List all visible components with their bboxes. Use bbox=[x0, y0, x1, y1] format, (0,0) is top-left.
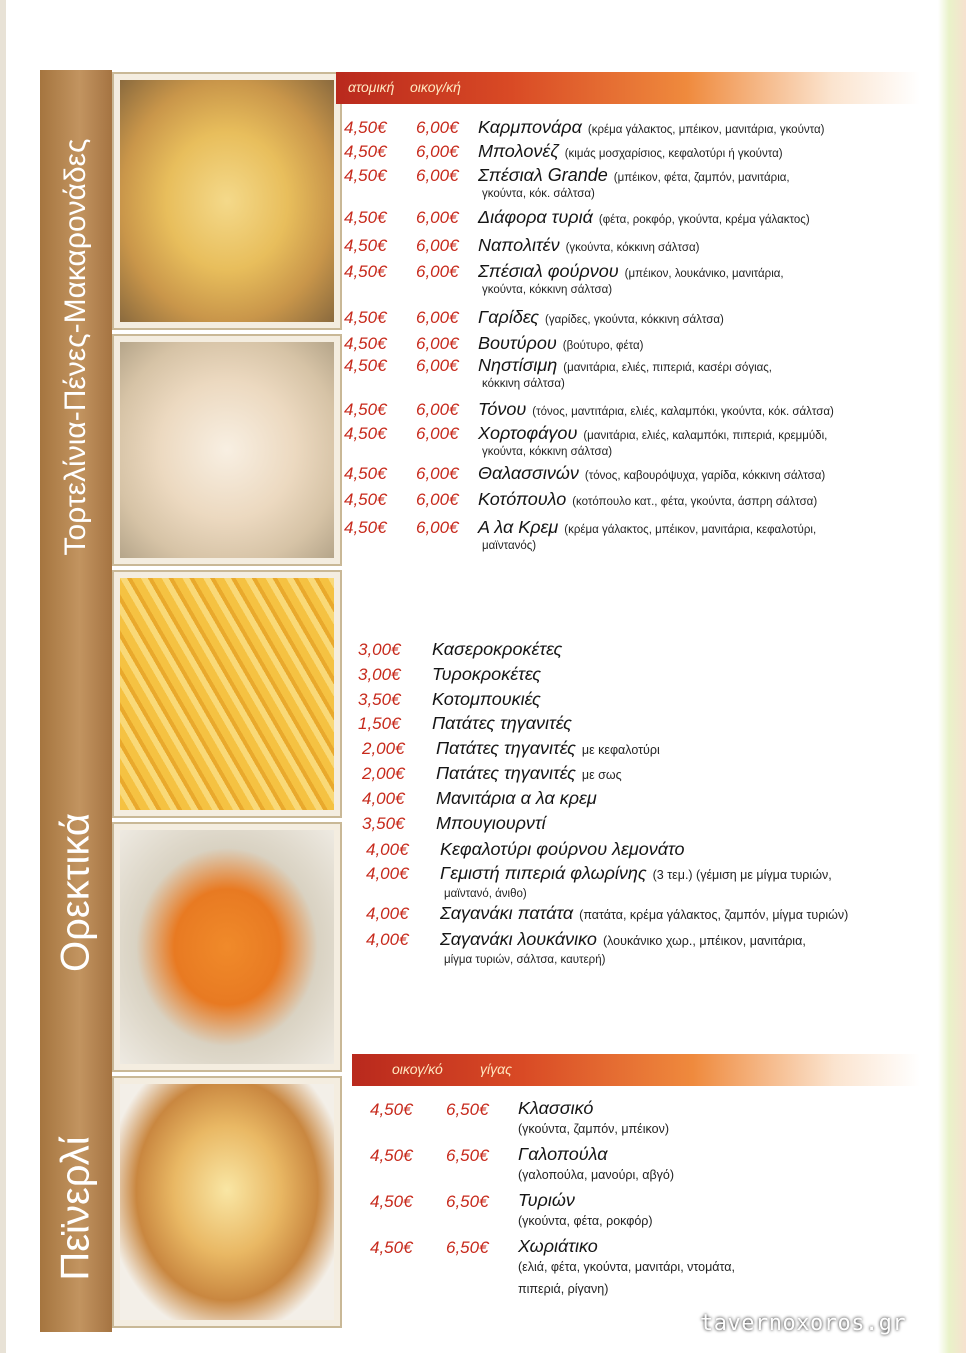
pasta-price-single: 4,50€ bbox=[344, 142, 387, 161]
pasta-item-desc2: μαϊντανός) bbox=[482, 540, 537, 552]
pasta-item-name bbox=[478, 261, 784, 282]
pasta-item-desc2: γκούντα, κόκ. σάλτσα) bbox=[482, 188, 595, 200]
pasta-price-family: 6,00€ bbox=[416, 490, 459, 509]
photo-fries bbox=[112, 570, 342, 818]
pasta-item-title: Σπέσιαλ Grande bbox=[478, 165, 608, 185]
appetizer-price: 3,00€ bbox=[358, 640, 401, 659]
appetizer-item-desc: με σως bbox=[581, 768, 622, 782]
appetizer-item-desc2: μίγμα τυριών, σάλτσα, καυτερή) bbox=[444, 954, 606, 966]
appetizer-item-desc: (πατάτα, κρέμα γάλακτος, ζαμπόν, μίγμα τυριών) bbox=[579, 908, 849, 922]
pasta-price-single: 4,50€ bbox=[344, 356, 387, 375]
pasta-item-title: Χορτοφάγου bbox=[478, 423, 578, 443]
pasta-item-title: Νηστίσιμη bbox=[478, 355, 558, 375]
pasta-price-single: 4,50€ bbox=[344, 208, 387, 227]
appetizer-item-name bbox=[432, 689, 541, 710]
pasta-item-desc: (κρέμα γάλακτος, μπέικον, μανιτάρια, κεφαλοτύρι, bbox=[564, 524, 817, 536]
appetizer-price: 2,00€ bbox=[362, 764, 405, 783]
pasta-price-family: 6,00€ bbox=[416, 262, 459, 281]
appetizer-price: 3,50€ bbox=[358, 690, 401, 709]
pasta-item-desc: (γαρίδες, γκούντα, κόκκινη σάλτσα) bbox=[545, 314, 724, 326]
pasta-item-desc: (κοτόπουλο κατ., φέτα, γκούντα, άσπρη σάλτσα) bbox=[572, 496, 818, 508]
peinirli-item-desc: (ελιά, φέτα, γκούντα, μανιτάρι, ντομάτα, bbox=[518, 1260, 735, 1274]
pasta-item-desc: (τόνος, καβουρόψυχα, γαρίδα, κόκκινη σάλτσα) bbox=[584, 470, 826, 482]
appetizer-item-name bbox=[440, 863, 832, 884]
watermark: tavernoxoros.gr bbox=[700, 1311, 907, 1336]
appetizer-price: 4,00€ bbox=[362, 789, 405, 808]
sidebar-title-pasta: Τορτελίνια-Πένες-Μακαρονάδες bbox=[59, 138, 92, 556]
appetizer-item-name bbox=[440, 839, 685, 860]
appetizer-price: 2,00€ bbox=[362, 739, 405, 758]
pasta-price-family: 6,00€ bbox=[416, 208, 459, 227]
appetizer-item-title: Σαγανάκι πατάτα bbox=[440, 903, 574, 923]
appetizer-item-desc: με κεφαλοτύρι bbox=[581, 743, 660, 757]
pasta-item-desc2: γκούντα, κόκκινη σάλτσα) bbox=[482, 284, 613, 296]
pasta-item-desc: (βούτυρο, φέτα) bbox=[562, 340, 644, 352]
peinirli-price-giant: 6,50€ bbox=[446, 1192, 489, 1211]
pasta-item-name bbox=[478, 307, 724, 328]
appetizer-item-title: Κεφαλοτύρι φούρνου λεμονάτο bbox=[440, 839, 685, 859]
appetizer-item-name bbox=[436, 813, 546, 834]
appetizer-item-name bbox=[440, 929, 806, 950]
pasta-item-desc: (τόνος, μαντιτάρια, ελιές, καλαμπόκι, γκούντα, κόκ. σάλτσα) bbox=[532, 406, 834, 418]
page-edge-left bbox=[0, 0, 6, 1353]
pasta-price-single: 4,50€ bbox=[344, 518, 387, 537]
pasta-item-title: Γαρίδες bbox=[478, 307, 540, 327]
peinirli-col-family: οικογ/κό bbox=[392, 1061, 443, 1077]
appetizer-price: 3,00€ bbox=[358, 665, 401, 684]
appetizer-item-name bbox=[432, 639, 562, 660]
appetizer-item-title: Κασεροκροκέτες bbox=[432, 639, 563, 659]
sidebar-title-appetizers: Ορεκτικά bbox=[53, 812, 98, 973]
pasta-item-desc: (γκούντα, κόκκινη σάλτσα) bbox=[565, 242, 700, 254]
peinirli-item-name: Γαλοπούλα bbox=[518, 1144, 608, 1164]
pasta-item-title: Σπέσιαλ φούρνου bbox=[478, 261, 619, 281]
photo-croquettes bbox=[112, 822, 342, 1072]
appetizer-item-title: Γεμιστή πιπεριά φλωρίνης bbox=[440, 863, 647, 883]
peinirli-header-bar bbox=[352, 1054, 920, 1086]
appetizer-item-desc: (3 τεμ.) (γέμιση με μίγμα τυριών, bbox=[652, 868, 832, 882]
appetizer-item-name bbox=[432, 713, 572, 734]
pasta-price-family: 6,00€ bbox=[416, 518, 459, 537]
pasta-item-title: Βουτύρου bbox=[478, 333, 557, 353]
pasta-item-desc2: κόκκινη σάλτσα) bbox=[482, 378, 565, 390]
peinirli-price-family: 4,50€ bbox=[370, 1238, 413, 1257]
pasta-item-title: Μπολονέζ bbox=[478, 141, 559, 161]
pasta-price-single: 4,50€ bbox=[344, 118, 387, 137]
pasta-col-single: ατομική bbox=[348, 79, 395, 95]
pasta-item-name bbox=[478, 207, 810, 228]
pasta-item-name bbox=[478, 463, 825, 484]
pasta-item-desc: (μπέικον, λουκάνικο, μανιτάρια, bbox=[624, 268, 784, 280]
appetizer-item-title: Πατάτες τηγανιτές bbox=[432, 713, 572, 733]
pasta-item-desc2: γκούντα, κόκκινη σάλτσα) bbox=[482, 446, 613, 458]
pasta-price-single: 4,50€ bbox=[344, 490, 387, 509]
sidebar-title-peinirli: Πεϊνερλί bbox=[53, 1136, 98, 1281]
appetizer-price: 3,50€ bbox=[362, 814, 405, 833]
pasta-item-title: Τόνου bbox=[478, 399, 527, 419]
pasta-price-single: 4,50€ bbox=[344, 308, 387, 327]
pasta-price-family: 6,00€ bbox=[416, 464, 459, 483]
pasta-item-desc: (μανιτάρια, ελιές, καλαμπόκι, πιπεριά, κρεμμύδι, bbox=[583, 430, 828, 442]
pasta-item-name bbox=[478, 423, 827, 444]
pasta-price-single: 4,50€ bbox=[344, 400, 387, 419]
pasta-price-single: 4,50€ bbox=[344, 166, 387, 185]
pasta-item-name bbox=[478, 399, 834, 420]
pasta-price-family: 6,00€ bbox=[416, 334, 459, 353]
peinirli-item-name: Χωριάτικο bbox=[518, 1236, 598, 1256]
peinirli-item-desc-extra: πιπεριά, ρίγανη) bbox=[518, 1282, 609, 1296]
pasta-price-single: 4,50€ bbox=[344, 424, 387, 443]
appetizer-item-title: Κοτομπουκιές bbox=[432, 689, 541, 709]
appetizer-item-name bbox=[436, 738, 660, 759]
appetizer-item-desc2: μαϊντανό, άνιθο) bbox=[444, 888, 527, 900]
peinirli-price-family: 4,50€ bbox=[370, 1192, 413, 1211]
photo-peinirli bbox=[112, 1076, 342, 1328]
appetizer-item-title: Σαγανάκι λουκάνικο bbox=[440, 929, 597, 949]
pasta-price-single: 4,50€ bbox=[344, 334, 387, 353]
pasta-col-family: οικογ/κή bbox=[410, 79, 461, 95]
pasta-item-desc: (φέτα, ροκφόρ, γκούντα, κρέμα γάλακτος) bbox=[598, 214, 810, 226]
appetizer-item-title: Πατάτες τηγανιτές bbox=[436, 763, 576, 783]
peinirli-price-giant: 6,50€ bbox=[446, 1238, 489, 1257]
pasta-item-name bbox=[478, 235, 700, 256]
pasta-header-bar bbox=[336, 72, 920, 104]
peinirli-price-family: 4,50€ bbox=[370, 1100, 413, 1119]
pasta-price-family: 6,00€ bbox=[416, 424, 459, 443]
appetizer-item-name bbox=[432, 664, 541, 685]
pasta-item-title: Καρμπονάρα bbox=[478, 117, 582, 137]
pasta-price-single: 4,50€ bbox=[344, 236, 387, 255]
pasta-item-name bbox=[478, 333, 644, 354]
appetizer-item-title: Μανιτάρια α λα κρεμ bbox=[436, 788, 597, 808]
pasta-item-desc: (μπέικον, φέτα, ζαμπόν, μανιτάρια, bbox=[613, 172, 790, 184]
peinirli-item-name: Κλασσικό bbox=[518, 1098, 594, 1118]
appetizer-item-title: Πατάτες τηγανιτές bbox=[436, 738, 576, 758]
pasta-item-title: Θαλασσινών bbox=[478, 463, 579, 483]
pasta-item-title: Α λα Κρεμ bbox=[478, 517, 559, 537]
appetizer-item-name bbox=[436, 788, 597, 809]
pasta-item-name bbox=[478, 117, 824, 138]
peinirli-price-family: 4,50€ bbox=[370, 1146, 413, 1165]
page-edge-right bbox=[938, 0, 966, 1353]
appetizer-price: 4,00€ bbox=[366, 930, 409, 949]
pasta-item-name bbox=[478, 165, 790, 186]
peinirli-item-desc: (γαλοπούλα, μανούρι, αβγό) bbox=[518, 1168, 675, 1182]
pasta-item-desc: (κιμάς μοσχαρίσιος, κεφαλοτύρι ή γκούντα) bbox=[564, 148, 783, 160]
appetizer-item-name bbox=[440, 903, 848, 924]
appetizer-price: 4,00€ bbox=[366, 864, 409, 883]
peinirli-item-desc: (γκούντα, φέτα, ροκφόρ) bbox=[518, 1214, 653, 1228]
pasta-item-name bbox=[478, 355, 772, 376]
appetizer-item-name bbox=[436, 763, 622, 784]
appetizer-price: 1,50€ bbox=[358, 714, 401, 733]
appetizer-price: 4,00€ bbox=[366, 840, 409, 859]
pasta-item-title: Ναπολιτέν bbox=[478, 235, 560, 255]
appetizer-item-desc: (λουκάνικο χωρ., μπέικον, μανιτάρια, bbox=[602, 934, 806, 948]
pasta-price-family: 6,00€ bbox=[416, 236, 459, 255]
pasta-price-family: 6,00€ bbox=[416, 308, 459, 327]
photo-tortellini bbox=[112, 334, 342, 566]
pasta-price-single: 4,50€ bbox=[344, 464, 387, 483]
appetizer-item-title: Τυροκροκέτες bbox=[432, 664, 542, 684]
peinirli-price-giant: 6,50€ bbox=[446, 1146, 489, 1165]
pasta-price-family: 6,00€ bbox=[416, 142, 459, 161]
pasta-item-desc: (μανιτάρια, ελιές, πιπεριά, κασέρι σόγιας, bbox=[563, 362, 773, 374]
appetizer-price: 4,00€ bbox=[366, 904, 409, 923]
pasta-item-name bbox=[478, 489, 817, 510]
pasta-item-title: Διάφορα τυριά bbox=[478, 207, 593, 227]
peinirli-item-name: Τυριών bbox=[518, 1190, 575, 1210]
pasta-item-title: Κοτόπουλο bbox=[478, 489, 567, 509]
pasta-item-name bbox=[478, 517, 816, 538]
photo-carbonara bbox=[112, 72, 342, 330]
peinirli-col-giant: γίγας bbox=[480, 1061, 512, 1077]
pasta-item-desc: (κρέμα γάλακτος, μπέικον, μανιτάρια, γκούντα) bbox=[587, 124, 825, 136]
pasta-price-family: 6,00€ bbox=[416, 118, 459, 137]
pasta-price-single: 4,50€ bbox=[344, 262, 387, 281]
peinirli-item-desc: (γκούντα, ζαμπόν, μπέικον) bbox=[518, 1122, 669, 1136]
pasta-price-family: 6,00€ bbox=[416, 356, 459, 375]
pasta-price-family: 6,00€ bbox=[416, 166, 459, 185]
peinirli-price-giant: 6,50€ bbox=[446, 1100, 489, 1119]
pasta-item-name bbox=[478, 141, 783, 162]
appetizer-item-title: Μπουγιουρντί bbox=[436, 813, 546, 833]
pasta-price-family: 6,00€ bbox=[416, 400, 459, 419]
